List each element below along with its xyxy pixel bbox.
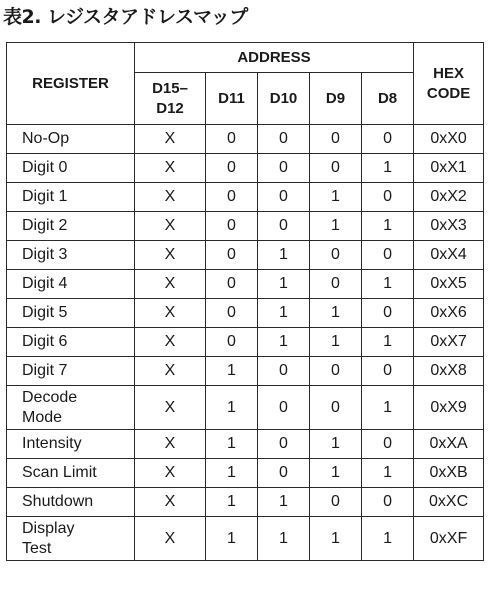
bit-cell-d15-d12: X (135, 299, 206, 328)
register-name-cell: No-Op (7, 125, 135, 154)
hex-code-cell: 0xXC (414, 488, 484, 517)
bit-cell-d8: 1 (362, 517, 414, 561)
bit-cell-d9: 0 (310, 270, 362, 299)
bit-cell-d8: 1 (362, 386, 414, 430)
bit-cell-d10: 1 (258, 241, 310, 270)
bit-cell-d10: 0 (258, 154, 310, 183)
bit-cell-d10: 1 (258, 299, 310, 328)
table-row (7, 357, 484, 386)
bit-cell-d11: 1 (206, 488, 258, 517)
table-title: 表2. レジスタアドレスマップ (3, 6, 248, 28)
bit-cell-d10: 1 (258, 270, 310, 299)
register-name-cell: Digit 7 (7, 357, 135, 386)
hex-code-cell: 0xXA (414, 430, 484, 459)
bit-cell-d11: 0 (206, 125, 258, 154)
bit-cell-d8: 0 (362, 183, 414, 212)
bit-cell-d8: 0 (362, 430, 414, 459)
bit-cell-d8: 0 (362, 488, 414, 517)
bit-cell-d9: 0 (310, 357, 362, 386)
table-row (7, 488, 484, 517)
bit-cell-d15-d12: X (135, 357, 206, 386)
bit-cell-d9: 0 (310, 241, 362, 270)
register-name-cell: Shutdown (7, 488, 135, 517)
bit-cell-d10: 0 (258, 459, 310, 488)
bit-cell-d8: 1 (362, 270, 414, 299)
bit-cell-d15-d12: X (135, 270, 206, 299)
bit-cell-d9: 0 (310, 125, 362, 154)
register-name-cell: Digit 3 (7, 241, 135, 270)
hex-code-cell: 0xX3 (414, 212, 484, 241)
register-name-cell: Digit 2 (7, 212, 135, 241)
table-row (7, 517, 484, 561)
bit-cell-d8: 0 (362, 125, 414, 154)
header-row-top (7, 43, 484, 73)
bit-cell-d11: 1 (206, 517, 258, 561)
bit-cell-d11: 0 (206, 212, 258, 241)
bit-cell-d11: 0 (206, 299, 258, 328)
bit-cell-d15-d12: X (135, 125, 206, 154)
hex-code-cell: 0xX7 (414, 328, 484, 357)
hex-code-column-header: HEX CODE (414, 43, 484, 125)
table-row (7, 154, 484, 183)
bit-cell-d10: 1 (258, 517, 310, 561)
register-name-cell: Digit 0 (7, 154, 135, 183)
bit-cell-d11: 0 (206, 270, 258, 299)
bit-cell-d9: 1 (310, 430, 362, 459)
bit-cell-d10: 0 (258, 183, 310, 212)
bit-cell-d8: 0 (362, 357, 414, 386)
bit-cell-d8: 0 (362, 299, 414, 328)
bit-cell-d10: 1 (258, 328, 310, 357)
register-name-cell: Digit 1 (7, 183, 135, 212)
bit-cell-d11: 0 (206, 183, 258, 212)
register-name-cell: Display Test (7, 517, 135, 561)
bit-cell-d9: 1 (310, 459, 362, 488)
table-row (7, 328, 484, 357)
table-row (7, 299, 484, 328)
bit-cell-d8: 1 (362, 154, 414, 183)
bit-cell-d15-d12: X (135, 154, 206, 183)
bit-cell-d15-d12: X (135, 212, 206, 241)
register-name-cell: Scan Limit (7, 459, 135, 488)
bit-header-d10: D10 (258, 73, 310, 125)
bit-cell-d15-d12: X (135, 386, 206, 430)
bit-cell-d8: 1 (362, 212, 414, 241)
bit-cell-d11: 1 (206, 459, 258, 488)
bit-header-d15-d12: D15– D12 (135, 73, 206, 125)
address-group-header: ADDRESS (135, 43, 414, 73)
bit-cell-d10: 0 (258, 386, 310, 430)
register-name-cell: Decode Mode (7, 386, 135, 430)
hex-code-cell: 0xX4 (414, 241, 484, 270)
table-row (7, 183, 484, 212)
hex-code-cell: 0xX1 (414, 154, 484, 183)
bit-cell-d11: 0 (206, 328, 258, 357)
bit-header-d11: D11 (206, 73, 258, 125)
table-row (7, 125, 484, 154)
table-row (7, 270, 484, 299)
bit-cell-d11: 0 (206, 241, 258, 270)
register-name-cell: Digit 5 (7, 299, 135, 328)
bit-header-d8: D8 (362, 73, 414, 125)
bit-cell-d9: 0 (310, 488, 362, 517)
bit-cell-d10: 1 (258, 488, 310, 517)
bit-cell-d9: 1 (310, 212, 362, 241)
bit-cell-d8: 1 (362, 328, 414, 357)
hex-code-cell: 0xX5 (414, 270, 484, 299)
hex-code-cell: 0xX6 (414, 299, 484, 328)
hex-code-cell: 0xXB (414, 459, 484, 488)
bit-cell-d10: 0 (258, 430, 310, 459)
bit-cell-d15-d12: X (135, 517, 206, 561)
hex-code-cell: 0xX9 (414, 386, 484, 430)
register-name-cell: Digit 6 (7, 328, 135, 357)
bit-cell-d10: 0 (258, 125, 310, 154)
bit-cell-d15-d12: X (135, 459, 206, 488)
bit-cell-d8: 0 (362, 241, 414, 270)
bit-cell-d11: 0 (206, 154, 258, 183)
bit-cell-d15-d12: X (135, 430, 206, 459)
table-row (7, 386, 484, 430)
bit-header-d9: D9 (310, 73, 362, 125)
bit-cell-d11: 1 (206, 357, 258, 386)
register-column-header: REGISTER (7, 43, 135, 125)
register-address-map-table (6, 42, 484, 561)
register-name-cell: Digit 4 (7, 270, 135, 299)
hex-code-cell: 0xX0 (414, 125, 484, 154)
bit-cell-d10: 0 (258, 212, 310, 241)
bit-cell-d11: 1 (206, 386, 258, 430)
bit-cell-d8: 1 (362, 459, 414, 488)
hex-code-cell: 0xX2 (414, 183, 484, 212)
bit-cell-d15-d12: X (135, 241, 206, 270)
bit-cell-d9: 1 (310, 299, 362, 328)
table-row (7, 241, 484, 270)
bit-cell-d15-d12: X (135, 328, 206, 357)
bit-cell-d11: 1 (206, 430, 258, 459)
table-row (7, 212, 484, 241)
bit-cell-d9: 1 (310, 517, 362, 561)
register-name-cell: Intensity (7, 430, 135, 459)
bit-cell-d9: 1 (310, 328, 362, 357)
table-body (7, 125, 484, 561)
bit-cell-d15-d12: X (135, 488, 206, 517)
bit-cell-d9: 0 (310, 154, 362, 183)
bit-cell-d10: 0 (258, 357, 310, 386)
hex-code-cell: 0xX8 (414, 357, 484, 386)
table-row (7, 459, 484, 488)
bit-cell-d9: 0 (310, 386, 362, 430)
bit-cell-d9: 1 (310, 183, 362, 212)
bit-cell-d15-d12: X (135, 183, 206, 212)
table-row (7, 430, 484, 459)
hex-code-cell: 0xXF (414, 517, 484, 561)
